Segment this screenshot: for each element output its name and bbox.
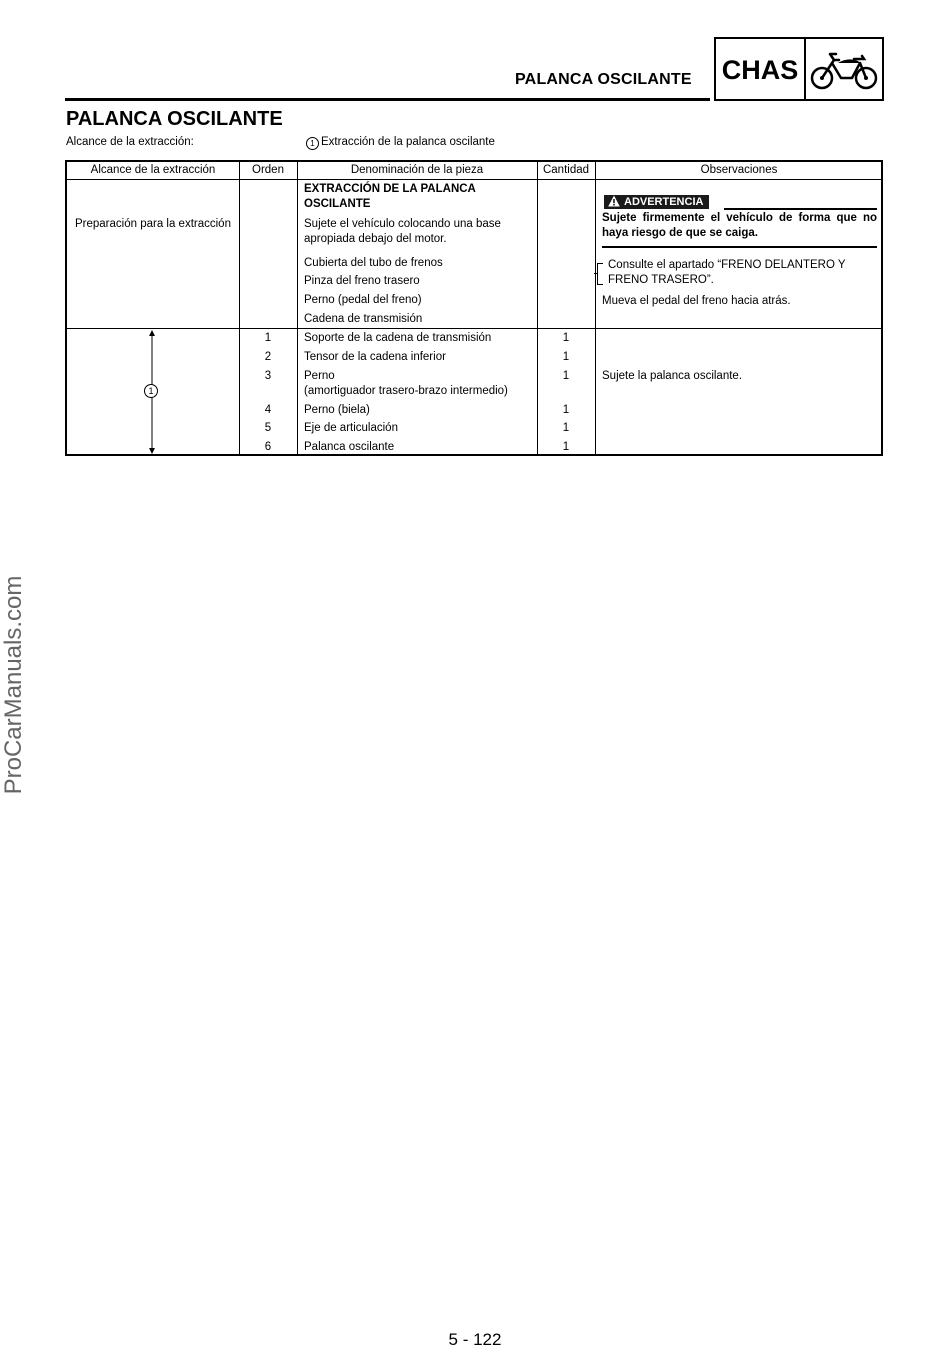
removal-table [65,160,883,456]
warning-icon [608,195,620,207]
row-pieza: Perno (biela) [304,404,370,416]
header-alcance: Alcance de la extracción [90,164,216,176]
chapter-badge [714,37,884,101]
row-cantidad: 1 [562,351,570,363]
column-divider [595,162,596,454]
header-observaciones: Observaciones [700,164,778,176]
row-pieza: Eje de articulación [304,422,398,434]
header-orden: Orden [252,164,284,176]
prep-item: Cubierta del tubo de frenos [304,257,443,269]
row-cantidad: 1 [562,332,570,344]
prep-item: Pinza del freno trasero [304,275,420,287]
section-header-title: PALANCA OSCILANTE [515,71,692,88]
row-orden: 4 [264,404,272,416]
scope-marker: 1 [306,137,319,150]
note-brakes: Consulte el apartado “FRENO DELANTERO Y FRENO TRASERO”. [608,259,846,286]
row-observacion: Sujete la palanca oscilante. [602,370,743,382]
prep-heading: EXTRACCIÓN DE LA PALANCA OSCILANTE [304,183,476,210]
header-cantidad: Cantidad [542,164,590,176]
row-orden: 2 [264,351,272,363]
prep-item: Cadena de transmisión [304,313,423,325]
row-pieza: Tensor de la cadena inferior [304,351,446,363]
row-orden: 5 [264,422,272,434]
prep-scope: Preparación para la extracción [75,218,231,230]
note-pedal: Mueva el pedal del freno hacia atrás. [602,295,791,307]
row-cantidad: 1 [562,404,570,416]
row-cantidad: 1 [562,422,570,434]
side-watermark: ProCarManuals.com [0,575,27,795]
bracket-tick [594,273,597,274]
row-orden: 6 [264,441,272,453]
warning-text: Sujete firmemente el vehículo de forma que no haya riesgo de que se caiga. [602,212,877,239]
section-divider [67,328,881,329]
row-pieza-detail: (amortiguador trasero-brazo intermedio) [304,385,508,397]
warning-rule [602,246,877,248]
range-marker: 1 [144,384,158,398]
row-orden: 1 [264,332,272,344]
header-denominacion: Denominación de la pieza [350,164,484,176]
column-divider [297,162,298,454]
row-pieza: Soporte de la cadena de transmisión [304,332,492,344]
row-cantidad: 1 [562,441,570,453]
row-orden: 3 [264,370,272,382]
scope-text: Extracción de la palanca oscilante [321,136,495,148]
warning-rule [724,208,877,210]
prep-support-text: Sujete el vehículo colocando una base apropiada debajo del motor. [304,218,501,245]
chapter-code: CHAS [716,39,806,99]
bracket [597,263,603,285]
warning-label: ADVERTENCIA [624,196,704,208]
header-divider [67,179,881,180]
prep-item: Perno (pedal del freno) [304,294,422,306]
scope-label: Alcance de la extracción: [66,136,194,148]
page-title: PALANCA OSCILANTE [66,108,283,130]
header-rule [65,98,710,101]
page-number: 5 - 122 [448,1330,502,1349]
row-cantidad: 1 [562,370,570,382]
motorcycle-icon [808,47,880,91]
warning-badge [604,195,709,209]
row-pieza: Perno [304,370,335,382]
row-pieza: Palanca oscilante [304,441,395,453]
